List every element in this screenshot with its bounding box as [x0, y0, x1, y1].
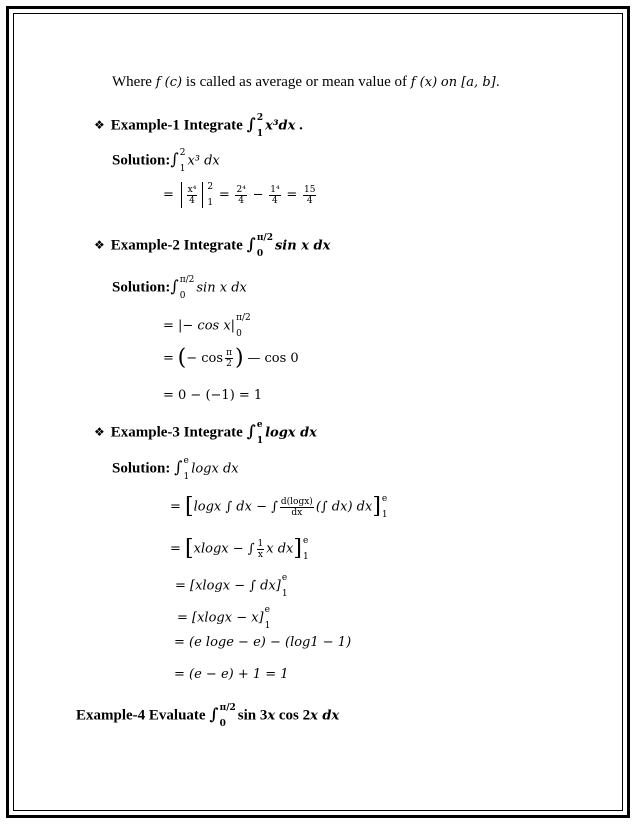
period: . [299, 117, 303, 134]
lower-limit: 0 [256, 249, 264, 259]
upper-limit: e [281, 573, 288, 583]
integrand: sin x dx [196, 280, 247, 296]
upper-limit: 2 [256, 113, 264, 123]
intro-where: Where [112, 74, 152, 90]
integrand-variable: x [267, 708, 276, 724]
example-2-title: Example-2 Integrate [110, 237, 243, 254]
example-1-title: Example-1 Integrate [110, 117, 243, 134]
example-3-step-1 [170, 494, 390, 520]
example-2-step-2 [163, 345, 299, 371]
lower-limit: 1 [183, 472, 190, 482]
bracket-open: [ [185, 494, 194, 519]
expression: = (e − e) + 1 = 1 [174, 667, 289, 682]
lower-limit: 0 [219, 719, 226, 729]
integral-sign-icon: ∫ [246, 421, 256, 441]
lower-limit: 1 [256, 129, 264, 139]
diamond-bullet-icon: ❖ [94, 118, 105, 133]
diamond-bullet-icon: ❖ [94, 425, 105, 440]
lower-limit: 1 [302, 552, 309, 562]
upper-limit: e [183, 456, 189, 466]
equals: = [170, 541, 186, 557]
lower-limit: 1 [256, 436, 264, 446]
equals: = [170, 499, 186, 515]
example-2-step-1 [163, 313, 253, 339]
equals: = [163, 187, 174, 203]
expression: = |− cos x| [163, 318, 236, 334]
fraction-numerator: x⁴ [187, 184, 197, 195]
fraction-denominator: dx [291, 507, 303, 518]
fraction-denominator: 2 [226, 359, 232, 369]
integral-sign-icon: ∫ [209, 704, 219, 724]
fraction-numerator: 15 [303, 184, 316, 195]
integral-sign-icon: ∫ [170, 276, 179, 296]
lower-limit: 1 [207, 198, 214, 208]
intro-interval: on [a, b]. [440, 75, 500, 90]
fraction-numerator: 2⁴ [236, 184, 246, 195]
fraction-denominator: 4 [238, 195, 245, 206]
example-1-step-1 [163, 182, 318, 208]
lower-limit: 1 [264, 621, 271, 631]
diamond-bullet-icon: ❖ [94, 238, 105, 253]
example-3-step-3 [175, 573, 290, 599]
integrand: x³dx [265, 118, 296, 134]
bracket-close: ] [293, 536, 302, 561]
integrand-text: sin 3 [237, 707, 268, 724]
integrand: logx dx [191, 461, 239, 477]
upper-limit: π/2 [256, 233, 273, 243]
example-1-heading [94, 113, 303, 139]
bracket-bar [202, 182, 203, 208]
expression: = 0 − (−1) = 1 [163, 388, 263, 403]
expression: logx ∫ dx − ∫ [193, 499, 278, 515]
lower-limit: 0 [179, 291, 186, 301]
example-2-heading [94, 233, 330, 259]
lower-limit: 1 [179, 164, 186, 174]
expression: xlogx − ∫ [193, 541, 255, 557]
example-2-step-3 [163, 386, 262, 405]
solution-label: Solution: [112, 152, 171, 169]
solution-label: Solution: [112, 279, 171, 296]
expression: − cos [186, 350, 224, 366]
integrand-text: cos 2 [275, 707, 311, 724]
intro-line [112, 73, 500, 92]
example-3-step-6 [174, 665, 289, 684]
intro-text: is called as average or mean value of [185, 74, 407, 90]
integral-sign-icon: ∫ [246, 114, 256, 134]
fraction-numerator: π [226, 348, 232, 358]
example-3-step-4 [177, 605, 272, 631]
integrand: x³ dx [187, 153, 220, 169]
minus: − [252, 187, 264, 203]
upper-limit: π/2 [219, 703, 236, 713]
expression: — cos 0 [247, 350, 299, 366]
example-3-title: Example-3 Integrate [110, 424, 243, 441]
example-2-solution [112, 275, 247, 301]
upper-limit: e [302, 536, 309, 546]
fraction-denominator: 4 [189, 195, 195, 206]
integrand: sin x dx [274, 238, 331, 254]
integral-sign-icon: ∫ [174, 457, 183, 477]
expression: x dx [266, 541, 294, 557]
intro-fc: f (c) [155, 75, 183, 90]
example-3-step-2 [170, 536, 311, 562]
fraction-denominator: 4 [306, 195, 313, 206]
expression: (∫ dx) dx [315, 499, 373, 515]
example-3-solution [112, 456, 239, 482]
upper-limit: e [381, 494, 388, 504]
upper-limit: e [256, 420, 263, 430]
fraction-numerator: 1⁴ [270, 184, 280, 195]
lower-limit: 1 [381, 510, 388, 520]
expression: = [xlogx − ∫ dx] [175, 578, 281, 594]
expression: = [xlogx − x] [177, 610, 264, 626]
example-1-solution [112, 148, 220, 174]
bracket-open: [ [185, 536, 194, 561]
fraction-denominator: x [257, 549, 263, 560]
paren-close: ) [234, 345, 244, 371]
expression: = (e loge − e) − (log1 − 1) [174, 635, 352, 650]
integrand: logx dx [265, 425, 317, 441]
example-4-heading [76, 703, 339, 729]
intro-fx: f (x) [410, 75, 438, 90]
example-4-title: Example-4 Evaluate [76, 707, 206, 724]
equals: = [218, 187, 230, 203]
upper-limit: π/2 [236, 313, 251, 323]
equals: = [163, 350, 174, 366]
bracket-close: ] [372, 494, 381, 519]
upper-limit: 2 [179, 148, 186, 158]
bracket-bar [181, 182, 182, 208]
solution-label: Solution: [112, 460, 171, 477]
upper-limit: π/2 [179, 275, 195, 285]
integral-sign-icon: ∫ [170, 149, 179, 169]
lower-limit: 0 [236, 329, 242, 339]
lower-limit: 1 [281, 589, 288, 599]
fraction-denominator: 4 [272, 195, 278, 206]
upper-limit: 2 [207, 182, 214, 192]
equals: = [286, 187, 298, 203]
upper-limit: e [264, 605, 270, 615]
fraction-numerator: d(logx) [280, 496, 313, 507]
paren-open: ( [177, 345, 187, 371]
example-3-step-5 [174, 633, 351, 652]
integrand-variable: x dx [310, 708, 340, 724]
fraction-numerator: 1 [257, 538, 264, 549]
example-3-heading [94, 420, 317, 446]
integral-sign-icon: ∫ [246, 234, 256, 254]
